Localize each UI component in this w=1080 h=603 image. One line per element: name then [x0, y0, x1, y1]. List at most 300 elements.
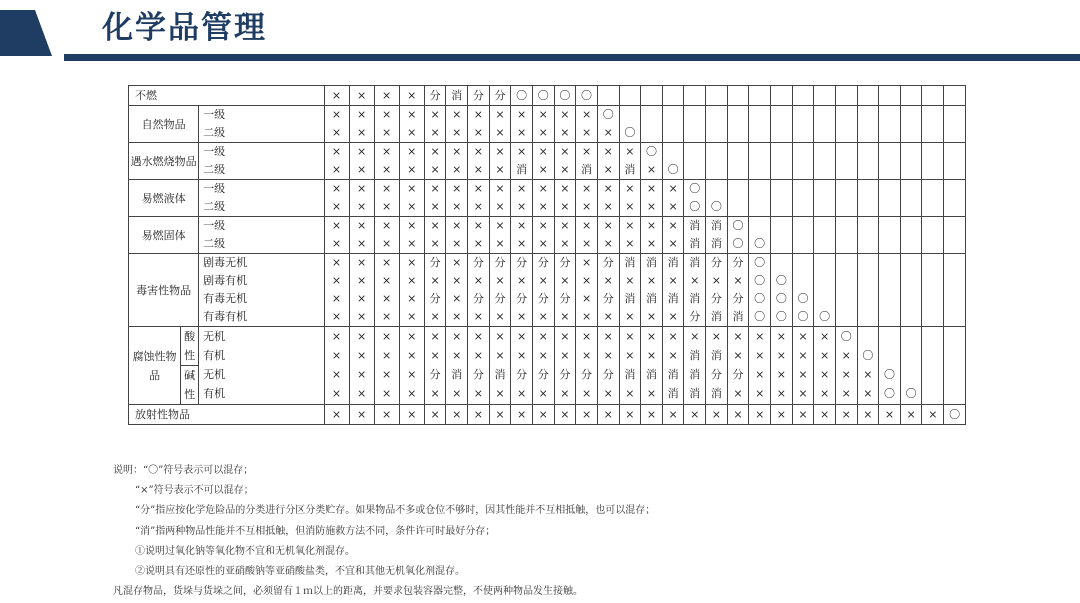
title-underline-bar [64, 54, 1080, 61]
compat-cell: × [554, 106, 576, 125]
compat-cell [792, 106, 814, 125]
compat-cell: 〇 [727, 217, 749, 236]
compat-cell: × [792, 346, 814, 365]
compat-cell [684, 161, 706, 180]
compat-cell: × [349, 217, 374, 236]
compat-cell: × [399, 124, 424, 143]
compat-cell: 〇 [944, 405, 966, 425]
compat-cell [922, 366, 944, 385]
compat-cell: × [835, 385, 857, 405]
compat-cell: 消 [684, 346, 706, 365]
compat-cell: × [532, 106, 554, 125]
compat-cell: × [727, 346, 749, 365]
compat-cell: 〇 [511, 86, 533, 106]
compat-cell: 消 [511, 161, 533, 180]
compat-cell [922, 235, 944, 254]
compat-cell [749, 143, 771, 162]
compat-cell: 分 [684, 308, 706, 327]
compat-cell: × [374, 346, 399, 365]
compat-cell [944, 308, 966, 327]
compat-cell: × [468, 327, 490, 347]
compat-cell: × [349, 366, 374, 385]
compat-cell: × [662, 327, 684, 347]
compat-cell: × [554, 272, 576, 290]
compat-cell: × [399, 217, 424, 236]
compat-cell: 分 [532, 290, 554, 308]
compat-cell: × [835, 405, 857, 425]
compat-cell [900, 235, 922, 254]
category-label: 毒害性物品 [129, 254, 199, 327]
compat-cell: 消 [619, 161, 641, 180]
compat-cell [879, 346, 901, 365]
compat-cell [814, 235, 836, 254]
compat-cell: × [684, 272, 706, 290]
compat-cell: × [511, 217, 533, 236]
compat-cell: 分 [489, 290, 511, 308]
compat-cell: 分 [597, 366, 619, 385]
compat-cell: × [324, 86, 349, 106]
compat-cell: 〇 [619, 124, 641, 143]
compat-cell: × [424, 124, 446, 143]
compat-cell: × [532, 161, 554, 180]
compat-cell: × [554, 308, 576, 327]
compat-cell: × [468, 124, 490, 143]
compat-cell: 〇 [749, 235, 771, 254]
compat-cell: × [641, 217, 663, 236]
compat-cell [814, 217, 836, 236]
compat-cell [922, 327, 944, 347]
notes-section [113, 461, 655, 602]
compat-cell [662, 86, 684, 106]
compat-cell: × [835, 346, 857, 365]
compat-cell [922, 180, 944, 199]
compat-cell [857, 161, 879, 180]
table-row [129, 143, 966, 162]
compat-cell [792, 235, 814, 254]
compat-cell: × [532, 346, 554, 365]
compat-cell [727, 180, 749, 199]
compat-cell: 消 [706, 346, 728, 365]
compat-cell: × [857, 385, 879, 405]
compat-cell: × [771, 385, 793, 405]
compat-cell: × [324, 235, 349, 254]
compat-cell: × [597, 161, 619, 180]
compat-cell: × [814, 327, 836, 347]
compat-cell [835, 308, 857, 327]
compat-cell: 分 [554, 366, 576, 385]
compat-cell: × [324, 405, 349, 425]
compat-cell: × [706, 272, 728, 290]
compat-cell [879, 143, 901, 162]
compat-cell: × [468, 405, 490, 425]
compat-cell: × [597, 143, 619, 162]
compat-cell: × [489, 385, 511, 405]
compat-cell [792, 161, 814, 180]
compat-cell: × [349, 254, 374, 273]
compat-cell: × [399, 346, 424, 365]
compat-cell [879, 198, 901, 217]
compat-cell [857, 124, 879, 143]
compat-cell [792, 272, 814, 290]
compat-cell: × [468, 272, 490, 290]
compat-cell [641, 124, 663, 143]
compat-cell: × [349, 405, 374, 425]
compat-cell: × [900, 405, 922, 425]
compat-cell [944, 198, 966, 217]
compat-cell: × [489, 405, 511, 425]
compat-cell [879, 327, 901, 347]
compat-cell [857, 327, 879, 347]
table-row [129, 366, 966, 385]
compat-cell: 〇 [749, 290, 771, 308]
compat-cell: 分 [576, 366, 598, 385]
compat-cell: × [597, 198, 619, 217]
compat-cell [597, 86, 619, 106]
compat-cell [879, 106, 901, 125]
compat-cell: × [619, 308, 641, 327]
compat-cell: × [576, 143, 598, 162]
compat-cell: × [511, 346, 533, 365]
compat-cell: × [374, 235, 399, 254]
compat-cell [857, 217, 879, 236]
compat-cell: × [446, 143, 468, 162]
compat-cell: × [532, 327, 554, 347]
compat-cell: × [727, 385, 749, 405]
compat-cell [857, 290, 879, 308]
compat-cell: × [619, 180, 641, 199]
compat-cell: × [597, 385, 619, 405]
compat-cell [814, 254, 836, 273]
compat-cell: 〇 [749, 272, 771, 290]
compat-cell [619, 106, 641, 125]
compat-cell: × [619, 198, 641, 217]
compat-cell: × [662, 198, 684, 217]
compat-cell: 分 [511, 290, 533, 308]
compat-cell [900, 143, 922, 162]
compat-cell: × [468, 308, 490, 327]
compat-cell [684, 86, 706, 106]
compat-cell: 〇 [857, 346, 879, 365]
compat-cell: × [597, 217, 619, 236]
compat-cell [792, 124, 814, 143]
compat-cell: × [374, 180, 399, 199]
compat-cell [727, 143, 749, 162]
compat-cell: × [532, 198, 554, 217]
compat-cell [814, 290, 836, 308]
compat-cell [944, 180, 966, 199]
compat-cell: × [706, 327, 728, 347]
compat-cell: × [749, 405, 771, 425]
compat-cell: × [576, 217, 598, 236]
compat-cell [944, 327, 966, 347]
compat-cell [771, 124, 793, 143]
compat-cell: × [554, 198, 576, 217]
compat-cell: × [489, 346, 511, 365]
compat-cell: × [374, 106, 399, 125]
compat-cell: × [468, 346, 490, 365]
compat-cell: × [532, 124, 554, 143]
compat-cell: 消 [684, 366, 706, 385]
compat-cell: × [576, 254, 598, 273]
compat-cell [835, 180, 857, 199]
compat-cell: 消 [706, 235, 728, 254]
compat-cell: × [662, 180, 684, 199]
compat-cell: 〇 [771, 272, 793, 290]
compat-cell: × [532, 385, 554, 405]
compat-cell: × [324, 124, 349, 143]
compat-cell: × [446, 385, 468, 405]
table-row [129, 86, 966, 106]
category-label: 腐蚀性物品 [129, 327, 181, 405]
compat-cell [879, 254, 901, 273]
compat-cell: × [619, 272, 641, 290]
compat-cell: × [374, 217, 399, 236]
compat-cell: × [399, 143, 424, 162]
compat-cell: × [349, 161, 374, 180]
compat-cell [727, 161, 749, 180]
compat-cell: 〇 [900, 385, 922, 405]
subcategory-label: 二级 [199, 235, 324, 254]
compat-cell [900, 254, 922, 273]
note-line: 说明：“〇”符号表示可以混存； [113, 465, 254, 476]
compat-cell: 消 [706, 385, 728, 405]
compat-cell [922, 254, 944, 273]
compat-cell: × [662, 235, 684, 254]
compat-cell [879, 308, 901, 327]
compat-cell: × [727, 272, 749, 290]
compat-cell [771, 254, 793, 273]
compat-cell: × [324, 290, 349, 308]
compat-cell: × [489, 124, 511, 143]
compat-cell: × [554, 235, 576, 254]
compat-cell: × [446, 235, 468, 254]
subcategory-label: 有机 [199, 346, 324, 365]
compat-cell [922, 290, 944, 308]
compat-cell: × [511, 143, 533, 162]
compat-cell: × [641, 327, 663, 347]
compat-cell: 消 [662, 366, 684, 385]
table-row [129, 161, 966, 180]
category-label: 自然物品 [129, 106, 199, 143]
compat-cell [857, 308, 879, 327]
compat-cell: × [446, 290, 468, 308]
compat-cell: × [349, 124, 374, 143]
compat-cell [749, 124, 771, 143]
compat-cell: × [662, 405, 684, 425]
compat-cell [944, 254, 966, 273]
compat-cell [619, 86, 641, 106]
compat-cell: × [641, 385, 663, 405]
compat-cell: × [554, 124, 576, 143]
compat-cell: × [399, 385, 424, 405]
table-row [129, 106, 966, 125]
compat-cell: × [324, 308, 349, 327]
compat-cell: × [374, 198, 399, 217]
table-row [129, 346, 966, 365]
compat-cell: 〇 [771, 308, 793, 327]
compat-cell [900, 346, 922, 365]
compat-cell [749, 86, 771, 106]
compat-cell: × [619, 143, 641, 162]
compat-cell: × [446, 106, 468, 125]
compat-cell [814, 143, 836, 162]
subcategory-label: 二级 [199, 124, 324, 143]
compat-cell: 消 [619, 366, 641, 385]
compat-cell: × [619, 217, 641, 236]
compat-cell: × [399, 405, 424, 425]
note-line: “消”指两种物品性能并不互相抵触，但消防施救方法不同，条件许可时最好分存； [135, 525, 496, 537]
compat-cell: × [576, 308, 598, 327]
compat-cell: × [489, 327, 511, 347]
compat-cell: × [511, 272, 533, 290]
compat-cell: × [424, 327, 446, 347]
compat-cell: 分 [489, 86, 511, 106]
compat-cell: × [468, 385, 490, 405]
compat-cell: × [424, 143, 446, 162]
compat-cell: 分 [706, 366, 728, 385]
compat-cell: × [349, 346, 374, 365]
compat-cell: 分 [489, 254, 511, 273]
compat-cell [835, 198, 857, 217]
compat-cell: × [349, 272, 374, 290]
compat-cell: × [597, 235, 619, 254]
compat-cell [857, 106, 879, 125]
compat-cell: × [511, 106, 533, 125]
compat-cell: × [662, 346, 684, 365]
compat-cell [879, 124, 901, 143]
compat-cell: × [749, 346, 771, 365]
subcategory-label: 剧毒有机 [199, 272, 324, 290]
compat-cell [922, 198, 944, 217]
compat-cell: × [576, 198, 598, 217]
compat-cell [749, 180, 771, 199]
compat-cell: 分 [727, 254, 749, 273]
compat-cell [944, 346, 966, 365]
compat-cell [944, 86, 966, 106]
compat-cell: × [324, 217, 349, 236]
compat-cell [922, 106, 944, 125]
compat-cell: 分 [468, 366, 490, 385]
compat-cell [835, 161, 857, 180]
compat-cell: 〇 [706, 198, 728, 217]
table-row [129, 405, 966, 425]
compat-cell: × [576, 290, 598, 308]
compat-cell [944, 385, 966, 405]
compat-cell [792, 217, 814, 236]
compat-cell [814, 272, 836, 290]
compat-cell: × [324, 346, 349, 365]
compat-cell [814, 86, 836, 106]
compat-cell: × [349, 327, 374, 347]
compat-cell: × [468, 180, 490, 199]
compat-cell: × [532, 308, 554, 327]
compat-cell: × [349, 86, 374, 106]
compat-cell [706, 106, 728, 125]
compat-cell: × [749, 366, 771, 385]
compat-cell [792, 180, 814, 199]
compat-cell: × [374, 385, 399, 405]
compat-cell [749, 217, 771, 236]
compat-cell: × [511, 405, 533, 425]
compat-cell [879, 290, 901, 308]
compat-cell [749, 161, 771, 180]
compat-cell: × [511, 308, 533, 327]
compat-cell: 消 [684, 217, 706, 236]
compat-cell: × [532, 143, 554, 162]
compat-cell: × [489, 198, 511, 217]
compat-cell [792, 86, 814, 106]
table-row [129, 235, 966, 254]
compat-cell: × [706, 405, 728, 425]
subcategory-label: 有机 [199, 385, 324, 405]
compat-cell: × [857, 405, 879, 425]
compat-cell [771, 86, 793, 106]
compat-cell: × [399, 366, 424, 385]
compat-cell: × [324, 272, 349, 290]
compat-cell [771, 161, 793, 180]
compat-cell [857, 235, 879, 254]
compat-cell [706, 180, 728, 199]
compat-cell: 分 [532, 366, 554, 385]
subcategory-label: 二级 [199, 198, 324, 217]
compat-cell [857, 143, 879, 162]
acid-base-label: 碱性 [181, 366, 199, 405]
compat-cell: 〇 [792, 308, 814, 327]
compat-cell: × [489, 217, 511, 236]
compat-cell [814, 106, 836, 125]
compat-cell: × [324, 366, 349, 385]
compat-cell: × [349, 385, 374, 405]
compat-cell: × [554, 180, 576, 199]
compat-cell: × [399, 198, 424, 217]
compat-cell: × [446, 198, 468, 217]
compat-cell [792, 254, 814, 273]
compat-cell: × [576, 346, 598, 365]
compat-cell: × [511, 180, 533, 199]
compat-cell: × [446, 405, 468, 425]
compat-cell: × [424, 272, 446, 290]
compat-cell: 消 [706, 308, 728, 327]
compat-cell [900, 272, 922, 290]
compat-cell: × [349, 198, 374, 217]
compat-cell [922, 346, 944, 365]
table-row [129, 272, 966, 290]
compat-cell: × [749, 385, 771, 405]
table-row [129, 124, 966, 143]
compat-cell: × [489, 235, 511, 254]
compat-cell [944, 272, 966, 290]
compat-cell: 分 [468, 254, 490, 273]
compat-cell [771, 217, 793, 236]
subcategory-label: 一级 [199, 180, 324, 199]
compat-cell: × [374, 143, 399, 162]
compat-cell: × [424, 405, 446, 425]
compat-cell [900, 86, 922, 106]
compat-cell: 〇 [814, 308, 836, 327]
compat-cell: × [619, 346, 641, 365]
compat-cell [944, 106, 966, 125]
compat-cell: × [554, 385, 576, 405]
category-label: 不燃 [129, 86, 325, 106]
compat-cell: 分 [424, 254, 446, 273]
compat-cell: × [511, 124, 533, 143]
compat-cell: × [324, 161, 349, 180]
compat-cell: × [619, 235, 641, 254]
compat-cell [922, 161, 944, 180]
compat-cell: 消 [662, 290, 684, 308]
note-line: “×”符号表示不可以混存； [135, 485, 254, 497]
compat-cell: × [641, 235, 663, 254]
